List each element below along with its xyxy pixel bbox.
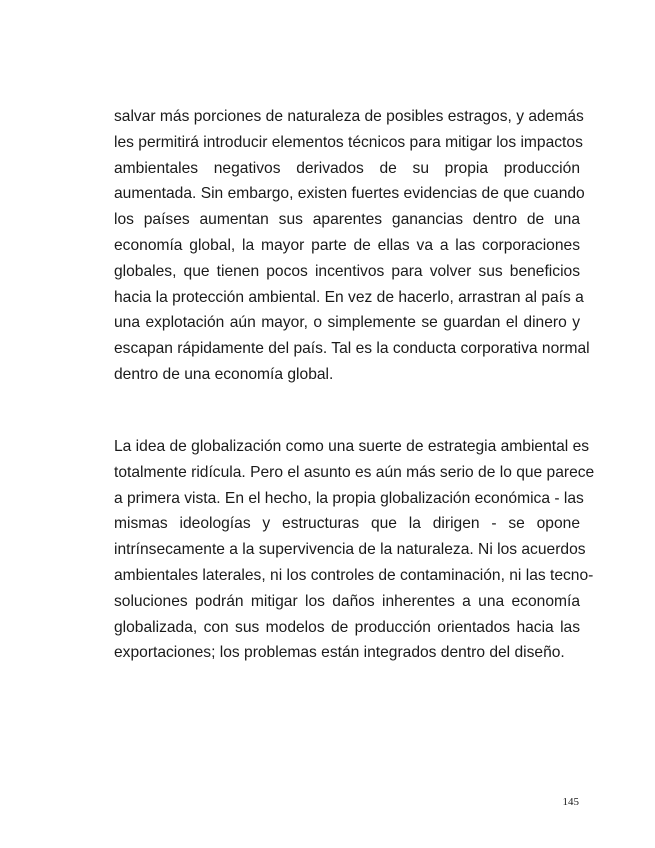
page-number: 145 xyxy=(562,796,579,808)
paragraph-1 xyxy=(114,104,590,388)
paragraph-line: economía global, la mayor parte de ellas va a las corporaciones xyxy=(114,236,580,254)
paragraph-line: ambientales negativos derivados de su propia producción xyxy=(114,159,580,177)
paragraph-line: intrínsecamente a la supervivencia de la naturaleza. Ni los acuerdos xyxy=(114,541,586,559)
paragraph-line: a primera vista. En el hecho, la propia globalización económica - las xyxy=(114,489,584,507)
paragraph-line: les permitirá introducir elementos técnicos para mitigar los impactos xyxy=(114,133,583,151)
paragraph-line: soluciones podrán mitigar los daños inherentes a una economía xyxy=(114,592,580,610)
paragraph-2 xyxy=(114,434,595,666)
paragraph-line: escapan rápidamente del país. Tal es la conducta corporativa normal xyxy=(114,340,590,358)
paragraph-line: totalmente ridícula. Pero el asunto es aún más serio de lo que parece xyxy=(114,463,595,481)
paragraph-line: globales, que tienen pocos incentivos para volver sus beneficios xyxy=(114,262,580,280)
paragraph-line: hacia la protección ambiental. En vez de hacerlo, arrastran al país a xyxy=(114,288,584,306)
paragraph-line: globalizada, con sus modelos de producción orientados hacia las xyxy=(114,618,580,636)
paragraph-line: La idea de globalización como una suerte de estrategia ambiental es xyxy=(114,438,590,455)
paragraph-line: los países aumentan sus aparentes ganancias dentro de una xyxy=(114,211,580,229)
paragraph-line: una explotación aún mayor, o simplemente se guardan el dinero y xyxy=(114,314,580,332)
paragraph-line: dentro de una economía global. xyxy=(114,365,334,383)
paragraph-line: mismas ideologías y estructuras que la dirigen - se opone xyxy=(114,515,580,533)
paragraph-line: ambientales laterales, ni los controles de contaminación, ni las tecno- xyxy=(114,566,594,584)
paragraph-line: salvar más porciones de naturaleza de posibles estragos, y además xyxy=(114,108,584,125)
paragraph-line: aumentada. Sin embargo, existen fuertes evidencias de que cuando xyxy=(114,185,585,203)
paragraph-line: exportaciones; los problemas están integrados dentro del diseño. xyxy=(114,644,565,662)
